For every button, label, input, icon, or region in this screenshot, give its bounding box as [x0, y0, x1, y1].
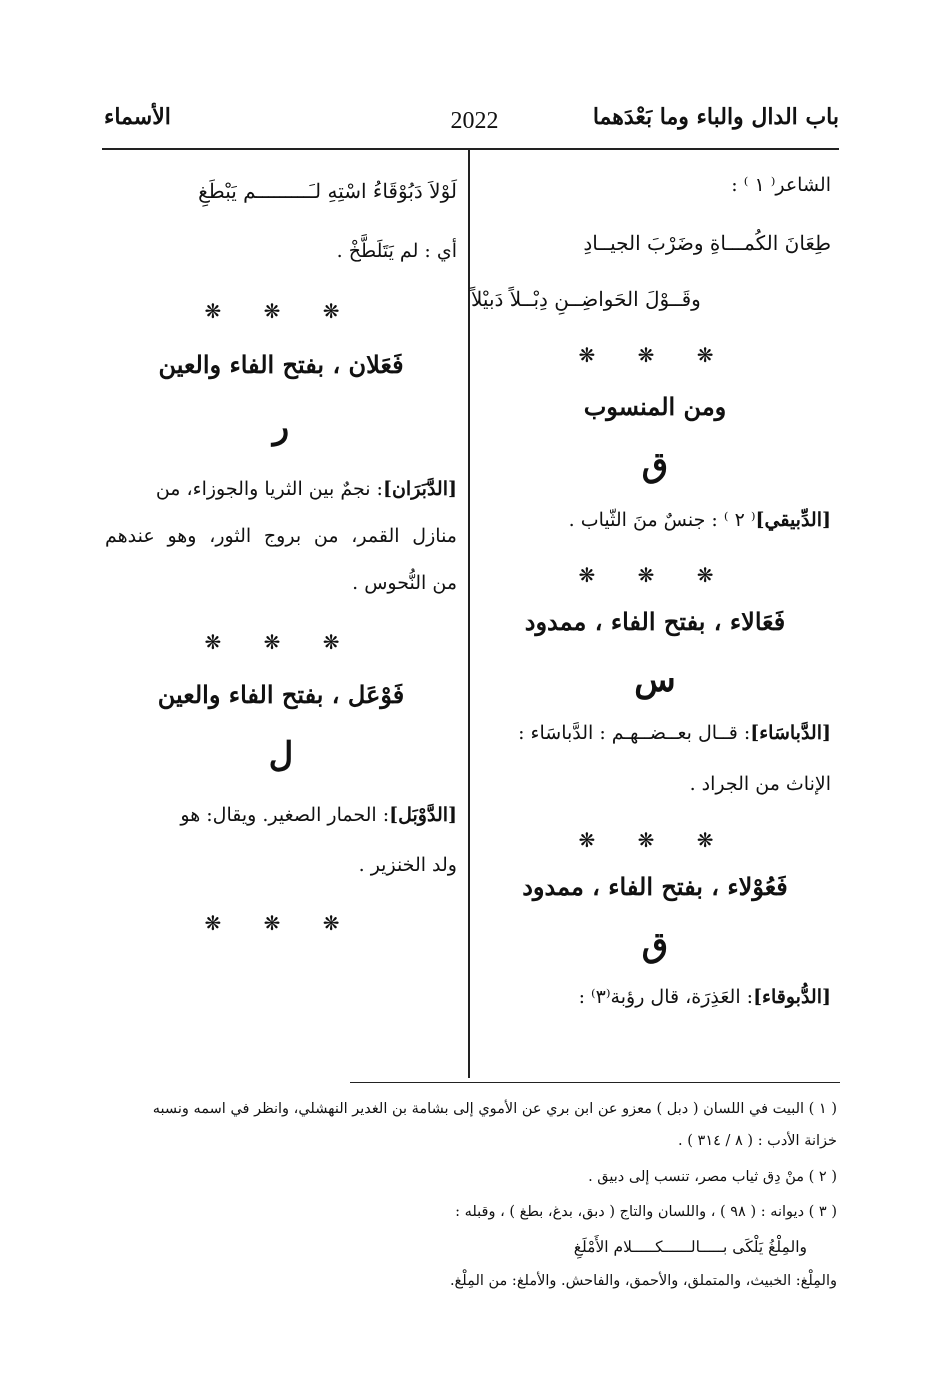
- column-divider: [468, 150, 470, 1078]
- entry-dabuqaa: [479, 982, 831, 1012]
- letter-heading: س: [634, 660, 676, 700]
- section-heading: ومن المنسوب: [583, 392, 727, 421]
- gloss-line: أي : لم يَتَلَطَّخْ .: [336, 240, 457, 262]
- chapter-title: باب الدال والباء وما بَعْدَهما: [592, 104, 839, 130]
- entry-definition: : نجمٌ بين الثريا والجوزاء، من: [155, 478, 383, 500]
- letter-heading: ق: [641, 925, 669, 965]
- separator-stars: ❋ ❋ ❋: [204, 299, 358, 323]
- footnote-1-cont: خزانة الأدب : ( ٨ / ٣١٤ ) .: [678, 1133, 837, 1149]
- section-heading: فَعَالاء ، بفتح الفاء ، ممدود: [524, 607, 786, 636]
- entry-headword: [الدِّبيقي]: [755, 509, 831, 531]
- footnote-3: ( ٣ ) ديوانه : ( ٩٨ ) ، واللسان والتاج ( دبق، بدغ، بطغ ) ، وقبله :: [455, 1204, 837, 1220]
- footnote-3-gloss: والمِلْغ: الخبيث، والمتملق، والأحمق، والفاحش. والأملغ: من المِلْغ.: [449, 1273, 837, 1289]
- footnote-1: ( ١ ) البيت في اللسان ( دبل ) معزو عن ابن بري عن الأموي إلى بشامة بن الغدير النهشلي، وانظر في اسمه ونسبه: [152, 1101, 837, 1117]
- footnote-3-verse: والمِلْغُ يَلْكَى بـــــالــــــكـــــلام الأَمْلَغِ: [573, 1238, 807, 1256]
- entry-dabiqi: [479, 505, 831, 535]
- left-column: [105, 0, 457, 1080]
- verse-line-1: طِعَانَ الكُمـــاةِ وضَرْبَ الجيــادِ: [583, 231, 831, 255]
- entry-definition: : العَذِرَة، قال رؤبة⁽٣⁾ :: [578, 986, 754, 1008]
- entry-continuation: من النُّحوس .: [352, 572, 457, 594]
- entry-headword: [الدَّباسَاء]: [750, 722, 831, 744]
- separator-stars: ❋ ❋ ❋: [204, 630, 358, 654]
- section-heading: فَعُوْلاء ، بفتح الفاء ، ممدود: [522, 872, 788, 901]
- letter-heading: ق: [641, 445, 669, 485]
- poet-intro: الشاعر⁽ ١ ⁾ :: [731, 174, 831, 196]
- entry-headword: [الدُّبوقاء]: [753, 986, 831, 1008]
- entry-headword: [الدَّبَرَان]: [382, 478, 457, 500]
- entry-dabasaa: [479, 718, 831, 748]
- page-number: 2022: [450, 108, 499, 134]
- entry-headword: [الدَّوْبَل]: [389, 804, 457, 826]
- letter-heading: ل: [268, 735, 294, 775]
- footnote-2: ( ٢ ) منْ دِق ثياب مصر، تنسب إلى دبيق .: [588, 1169, 837, 1185]
- entry-definition: ⁽ ٢ ⁾ : جنسٌ منَ الثّياب .: [568, 509, 756, 531]
- entry-dabaran: [105, 474, 457, 504]
- separator-stars: ❋ ❋ ❋: [578, 343, 732, 367]
- entry-continuation: الإناث من الجراد .: [689, 773, 831, 795]
- section-heading: فَوْعَل ، بفتح الفاء والعين: [157, 680, 405, 709]
- section-title: الأسماء: [104, 104, 171, 130]
- separator-stars: ❋ ❋ ❋: [578, 828, 732, 852]
- entry-dawbal: [105, 800, 457, 830]
- section-heading: فَعَلان ، بفتح الفاء والعين: [158, 350, 404, 379]
- entry-continuation: ولد الخنزير .: [358, 854, 457, 876]
- letter-heading: ر: [272, 407, 290, 447]
- entry-definition: : الحمار الصغير. ويقال: هو: [180, 804, 390, 826]
- verse-line-2: وقَــوْلَ الحَواضِــنِ دِبْــلاً دَبيْلاً: [471, 287, 701, 311]
- entry-continuation: منازل القمر، من بروج الثور، وهو عندهم: [105, 525, 457, 547]
- separator-stars: ❋ ❋ ❋: [204, 911, 358, 935]
- footnote-rule: [350, 1082, 840, 1083]
- separator-stars: ❋ ❋ ❋: [578, 563, 732, 587]
- verse-line-3: لَوْلاَ دَبُوْقَاءُ اسْتِهِ لـَـــــــــم يَبْطَغِ: [198, 179, 457, 203]
- entry-definition: : قــال بعــضــهـم : الدَّباسَاء :: [518, 722, 751, 744]
